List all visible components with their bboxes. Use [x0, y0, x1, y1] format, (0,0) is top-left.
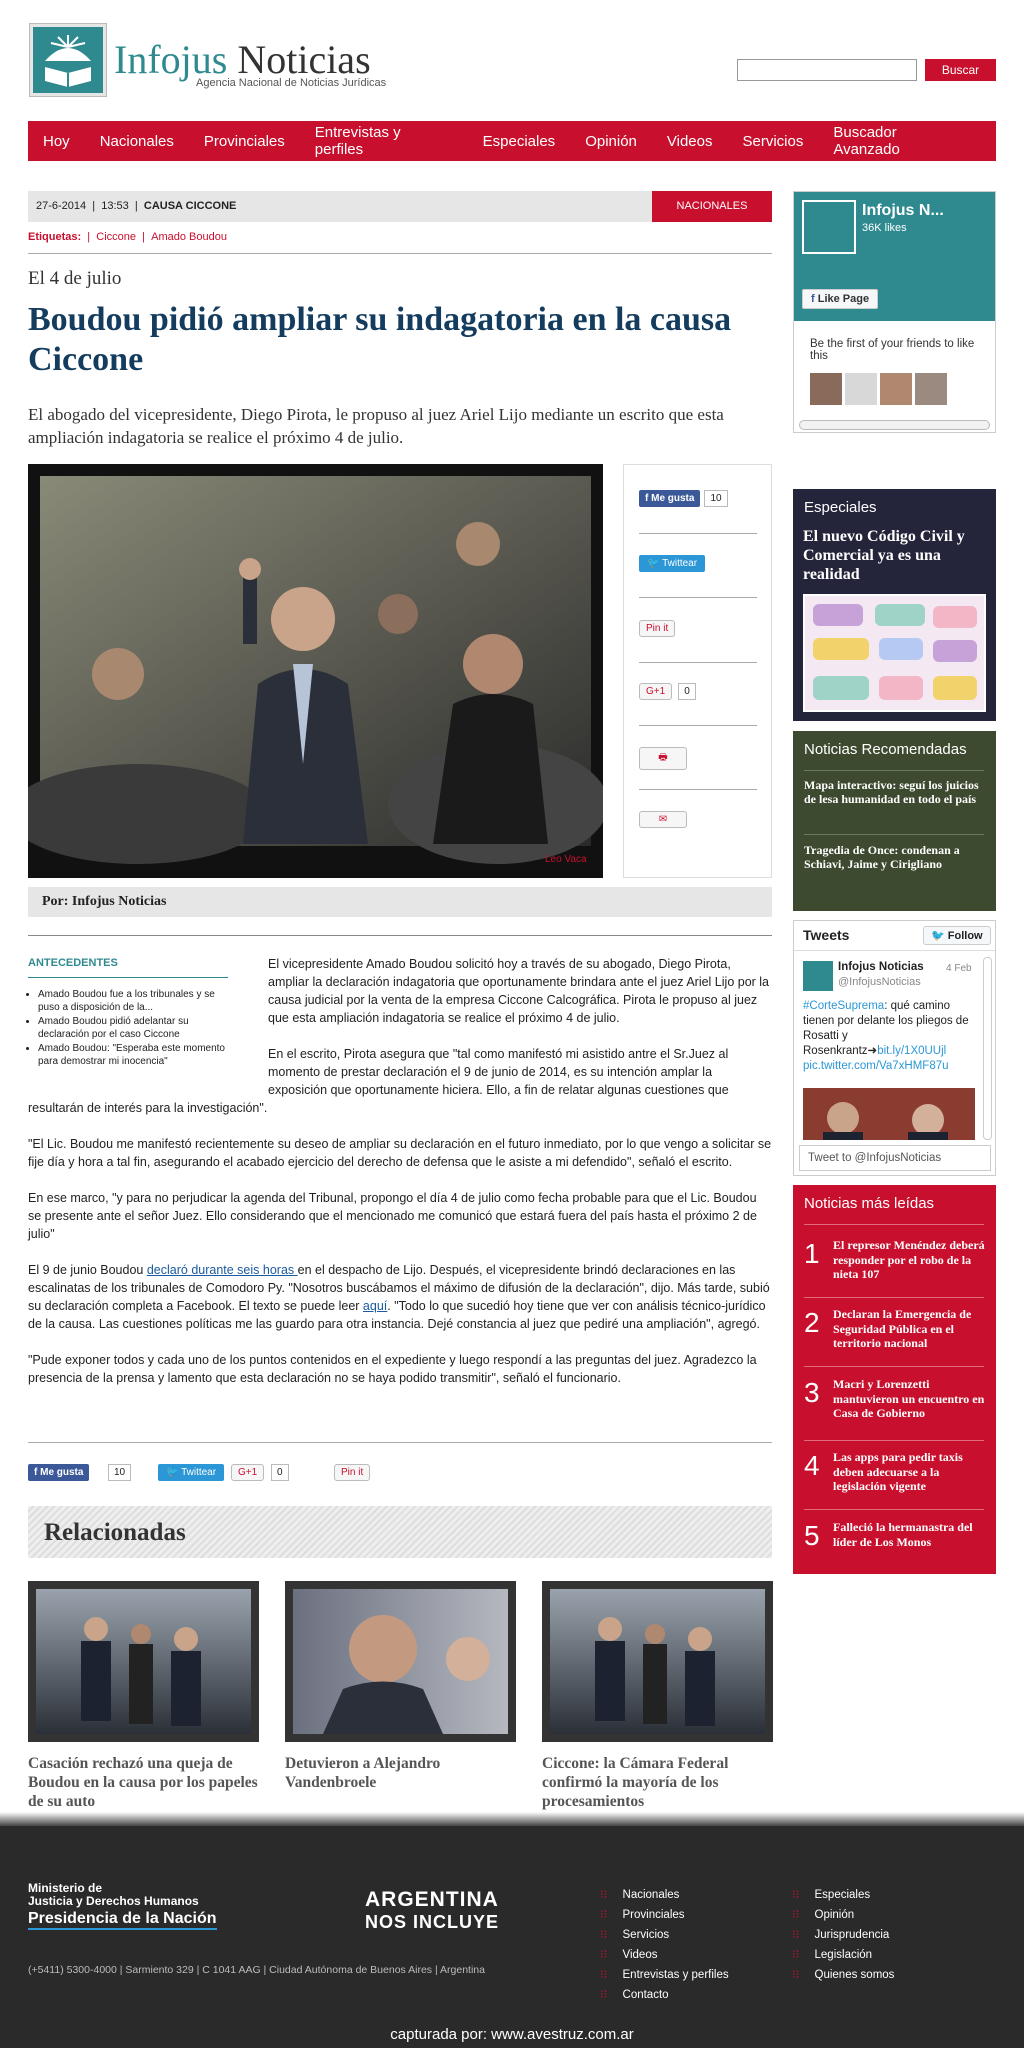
tag-link[interactable]: Amado Boudou — [151, 231, 227, 243]
rank-number: 4 — [804, 1450, 820, 1481]
footer-link[interactable]: ⁝⁝ Videos — [600, 1945, 729, 1965]
gplus-count: 0 — [271, 1464, 289, 1481]
logo-icon — [802, 200, 856, 254]
recomendada-link[interactable]: Tragedia de Once: condenan a Schiavi, Jaime y Cirigliano — [804, 843, 960, 871]
nav-especiales[interactable]: Especiales — [482, 132, 556, 150]
gplus-button[interactable]: G+1 — [231, 1464, 264, 1481]
fb-likes: 36K likes — [862, 222, 907, 234]
related-image[interactable] — [285, 1581, 516, 1742]
related-image[interactable] — [542, 1581, 773, 1742]
divider — [28, 253, 772, 254]
especiales-image[interactable] — [803, 594, 986, 712]
scrollbar[interactable] — [983, 957, 992, 1140]
facebook-like-button[interactable]: f Me gusta — [28, 1464, 89, 1481]
rank-number: 2 — [804, 1307, 820, 1338]
argentina-logo: ARGENTINA NOS INCLUYE — [365, 1888, 500, 1932]
tags-label: Etiquetas: — [28, 231, 82, 243]
related-headline[interactable]: Detuvieron a Alejandro Vandenbroele — [285, 1755, 441, 1791]
related-title: Relacionadas — [44, 1519, 186, 1546]
nav-provinciales[interactable]: Provinciales — [203, 132, 285, 150]
capture-credit: capturada por: www.avestruz.com.ar — [390, 2026, 634, 2043]
especiales-title: Especiales — [804, 499, 877, 516]
rank-number: 5 — [804, 1520, 820, 1551]
tag-link[interactable]: Ciccone — [96, 231, 137, 243]
mas-leida-link[interactable]: Falleció la hermanastra del líder de Los Monos — [833, 1520, 973, 1549]
pinit-button[interactable]: Pin it — [334, 1464, 370, 1481]
recomendadas-title: Noticias Recomendadas — [804, 741, 967, 758]
related-headline[interactable]: Casación rechazó una queja de Boudou en la causa por los papeles de su auto — [28, 1755, 258, 1810]
search-button[interactable]: Buscar — [925, 59, 996, 81]
mas-leidas-box — [793, 1185, 996, 1574]
like-count: 10 — [704, 490, 727, 507]
mas-leidas-title: Noticias más leídas — [804, 1195, 935, 1212]
scrollbar[interactable] — [799, 420, 990, 430]
footer-links-1 — [600, 1885, 729, 2005]
article-lead: El abogado del vicepresidente, Diego Pirota, le propuso al juez Ariel Lijo mediante un escrito que esta ampliación indagatoria se realice el próximo 4 de julio. — [28, 405, 724, 447]
logo-icon[interactable] — [30, 24, 106, 96]
especiales-story[interactable]: El nuevo Código Civil y Comercial ya es una realidad — [803, 528, 965, 583]
divider — [28, 935, 772, 936]
like-count: 10 — [108, 1464, 131, 1481]
tweet-user[interactable]: Infojus Noticias — [838, 961, 924, 973]
especiales-box — [793, 489, 996, 721]
article-photo — [28, 464, 603, 878]
article-date: 27-6-2014 — [36, 200, 87, 212]
footer-address: (+5411) 5300-4000 | Sarmiento 329 | C 1041 AAG | Ciudad Autónoma de Buenos Aires | Argentina — [28, 1964, 485, 1976]
tweet-button[interactable]: 🐦 Twittear — [639, 555, 705, 572]
declaracion-link[interactable]: declaró durante seis horas — [146, 1263, 298, 1277]
follow-button[interactable]: 🐦 Follow — [923, 926, 991, 945]
rank-number: 3 — [804, 1377, 820, 1408]
related-image[interactable] — [28, 1581, 259, 1742]
nav-hoy[interactable]: Hoy — [43, 132, 70, 150]
section-badge[interactable]: NACIONALES — [652, 191, 772, 222]
footer-link[interactable]: ⁝⁝ Quienes somos — [792, 1965, 894, 1985]
footer-link[interactable]: ⁝⁝ Especiales — [792, 1885, 894, 1905]
fb-page-name[interactable]: Infojus N... — [862, 202, 944, 219]
nav-entrevistas[interactable]: Entrevistas y perfiles — [314, 124, 401, 158]
recomendadas-box — [793, 731, 996, 911]
aqui-link[interactable]: aquí — [362, 1299, 388, 1313]
print-icon[interactable]: 🖶 — [639, 747, 687, 770]
footer-link[interactable]: ⁝⁝ Entrevistas y perfiles — [600, 1965, 729, 1985]
related-headline[interactable]: Ciccone: la Cámara Federal confirmó la mayoría de los procesamientos — [542, 1755, 729, 1810]
divider — [28, 1442, 772, 1443]
paragraph: En el escrito, Pirota asegura que "tal como manifestó mi asistido antre el Sr.Juez al momento de prestar declaración el 9 de junio de 2014, es su intención amplar la exposición que oportunamente hiciera. Ello, a fin de relatar algunas cuestiones que — [268, 1047, 729, 1097]
article-kicker: El 4 de julio — [28, 268, 122, 289]
mas-leida-link[interactable]: Declaran la Emergencia de Seguridad Pública en el territorio nacional — [833, 1307, 972, 1350]
nav-nacionales[interactable]: Nacionales — [99, 132, 174, 150]
paragraph: "El Lic. Boudou me manifestó recientemente su deseo de ampliar su declaración en el futuro inmediato, por lo que vengo a solicitar se fije día y hora a tal fin, asegurando el acabado ejercicio del derecho de defensa que le asiste a mi defendido", señaló el escrito. — [28, 1137, 772, 1169]
article-time: 13:53 — [101, 200, 129, 212]
avatar[interactable] — [803, 961, 833, 991]
photo-credit: Leo Vaca — [545, 854, 587, 865]
article-title: Boudou pidió ampliar su indagatoria en la causa Ciccone — [28, 301, 732, 378]
footer-links-2 — [792, 1885, 894, 1985]
antecedente-link[interactable]: • Amado Boudou: "Esperaba este momento para demostrar mi inocencia" — [38, 1042, 228, 1068]
antecedente-link[interactable]: • Amado Boudou pidió adelantar su declaración por el caso Ciccone — [38, 1015, 228, 1041]
mas-leida-link[interactable]: Macri y Lorenzetti mantuvieron un encuentro en Casa de Gobierno — [833, 1377, 985, 1420]
share-panel — [623, 464, 772, 878]
main-nav — [28, 121, 996, 161]
footer-link[interactable]: ⁝⁝ Servicios — [600, 1925, 729, 1945]
nav-servicios[interactable]: Servicios — [742, 132, 804, 150]
antecedente-link[interactable]: • Amado Boudou fue a los tribunales y se puso a disposición de la... — [38, 988, 228, 1014]
rank-number: 1 — [804, 1238, 820, 1269]
footer-link[interactable]: ⁝⁝ Jurisprudencia — [792, 1925, 894, 1945]
tweets-title: Tweets — [803, 927, 850, 943]
facebook-widget — [793, 191, 996, 433]
ministerio-logo[interactable]: Ministerio de Justicia y Derechos Humanos Presidencia de la Nación — [28, 1882, 217, 1930]
fb-friends-avatars — [810, 373, 947, 405]
footer-link[interactable]: ⁝⁝ Provinciales — [600, 1905, 729, 1925]
paragraph: El 9 de junio Boudou declaró durante seis horas en el despacho de Lijo. Después, el vicepresidente brindó declaraciones en las escalinatas de los tribunales de Comodoro Py. "Nosotros buscábamos el máximo de difusión de la declaración", dijo. Más tarde, subió su declaración completa a Facebook. El texto se puede leer aquí. "Todo lo que sucedió hoy tiene que ver con análisis técnico-jurídico de la causa. Las cuestiones políticas me las guardo para otra instancia. Dejé constancia al juez que pediré una ampliación", agregó. — [28, 1263, 770, 1331]
search-input[interactable] — [737, 59, 917, 81]
bottom-share-bar — [28, 1462, 772, 1484]
nav-videos[interactable]: Videos — [666, 132, 713, 150]
paragraph: El vicepresidente Amado Boudou solicitó hoy a través de su abogado, Diego Pirota, ampliar la declaración indagatoria que oportunamente brindara ante el juez Ariel Lijo por la causa judicial por la venta de la empresa Ciccone Calcográfica. Pirota le propuso al juez que esta ampliación indagatoria se realice el próximo 4 de julio. — [268, 957, 770, 1025]
footer-link[interactable]: ⁝⁝ Nacionales — [600, 1885, 729, 1905]
footer-link[interactable]: ⁝⁝ Opinión — [792, 1905, 894, 1925]
tweets-widget — [793, 920, 996, 1176]
site-logo-text[interactable]: Infojus Noticias — [114, 37, 371, 82]
site-tagline: Agencia Nacional de Noticias Jurídicas — [196, 77, 387, 89]
fb-like-page-button[interactable]: f Like Page — [802, 289, 878, 309]
gplus-button[interactable]: G+1 — [639, 683, 672, 700]
tags-row: Etiquetas: | Ciccone | Amado Boudou — [28, 231, 227, 243]
paragraph: "Pude exponer todos y cada uno de los puntos contenidos en el expediente y luego respondí a las preguntas del juez. Agradezco la presencia de la prensa y lamento que esta declaración no se haya podido transmitir", señaló el funcionario. — [28, 1353, 757, 1385]
antecedentes-title: ANTECEDENTES — [28, 957, 118, 969]
paragraph: En ese marco, "y para no perjudicar la agenda del Tribunal, propongo el día 4 de julio como fecha probable para que el Lic. Boudou se presente ante el señor Juez. Ello considerando que el mencionado me comunicó que estará fuera del país hasta el próximo 2 de julio" — [28, 1191, 757, 1241]
tweet-to-input[interactable]: Tweet to @InfojusNoticias — [799, 1145, 991, 1171]
tweet-image[interactable] — [803, 1088, 975, 1140]
article-body — [28, 955, 772, 1405]
article-topic[interactable]: CAUSA CICCONE — [143, 200, 237, 212]
tweet-date: 4 Feb — [946, 963, 972, 974]
paragraph: resultarán de interés para la investigación". — [28, 1101, 268, 1115]
recomendada-link[interactable]: Mapa interactivo: seguí los juicios de lesa humanidad en todo el país — [804, 778, 979, 806]
tweet-button[interactable]: 🐦 Twittear — [158, 1464, 224, 1481]
nav-opinion[interactable]: Opinión — [585, 132, 637, 150]
byline: Por: Infojus Noticias — [28, 887, 772, 917]
nav-buscador[interactable]: Buscador Avanzado — [833, 124, 900, 158]
tweet-handle: @InfojusNoticias — [838, 976, 921, 988]
gplus-count: 0 — [678, 683, 696, 700]
mas-leida-link[interactable]: Las apps para pedir taxis deben adecuarse a la legislación vigente — [833, 1450, 963, 1493]
mas-leida-link[interactable]: El represor Menéndez deberá responder por el robo de la nieta 107 — [833, 1238, 985, 1281]
fb-friends-text: Be the first of your friends to like this — [810, 338, 975, 362]
facebook-like-button[interactable]: f Me gusta — [639, 490, 700, 507]
tweet-text: #CorteSuprema: qué camino tienen por delante los pliegos de Rosatti y Rosenkrantz➜bit.ly/1X0UUjl pic.twitter.com/Va7xHMF87u — [803, 1000, 969, 1072]
pinit-button[interactable]: Pin it — [639, 620, 675, 637]
footer-link[interactable]: ⁝⁝ Contacto — [600, 1985, 729, 2005]
article-meta-bar: 27-6-2014 | 13:53 | CAUSA CICCONE — [28, 191, 772, 222]
email-icon[interactable]: ✉ — [639, 811, 687, 828]
footer-link[interactable]: ⁝⁝ Legislación — [792, 1945, 894, 1965]
footer — [0, 1826, 1024, 2048]
